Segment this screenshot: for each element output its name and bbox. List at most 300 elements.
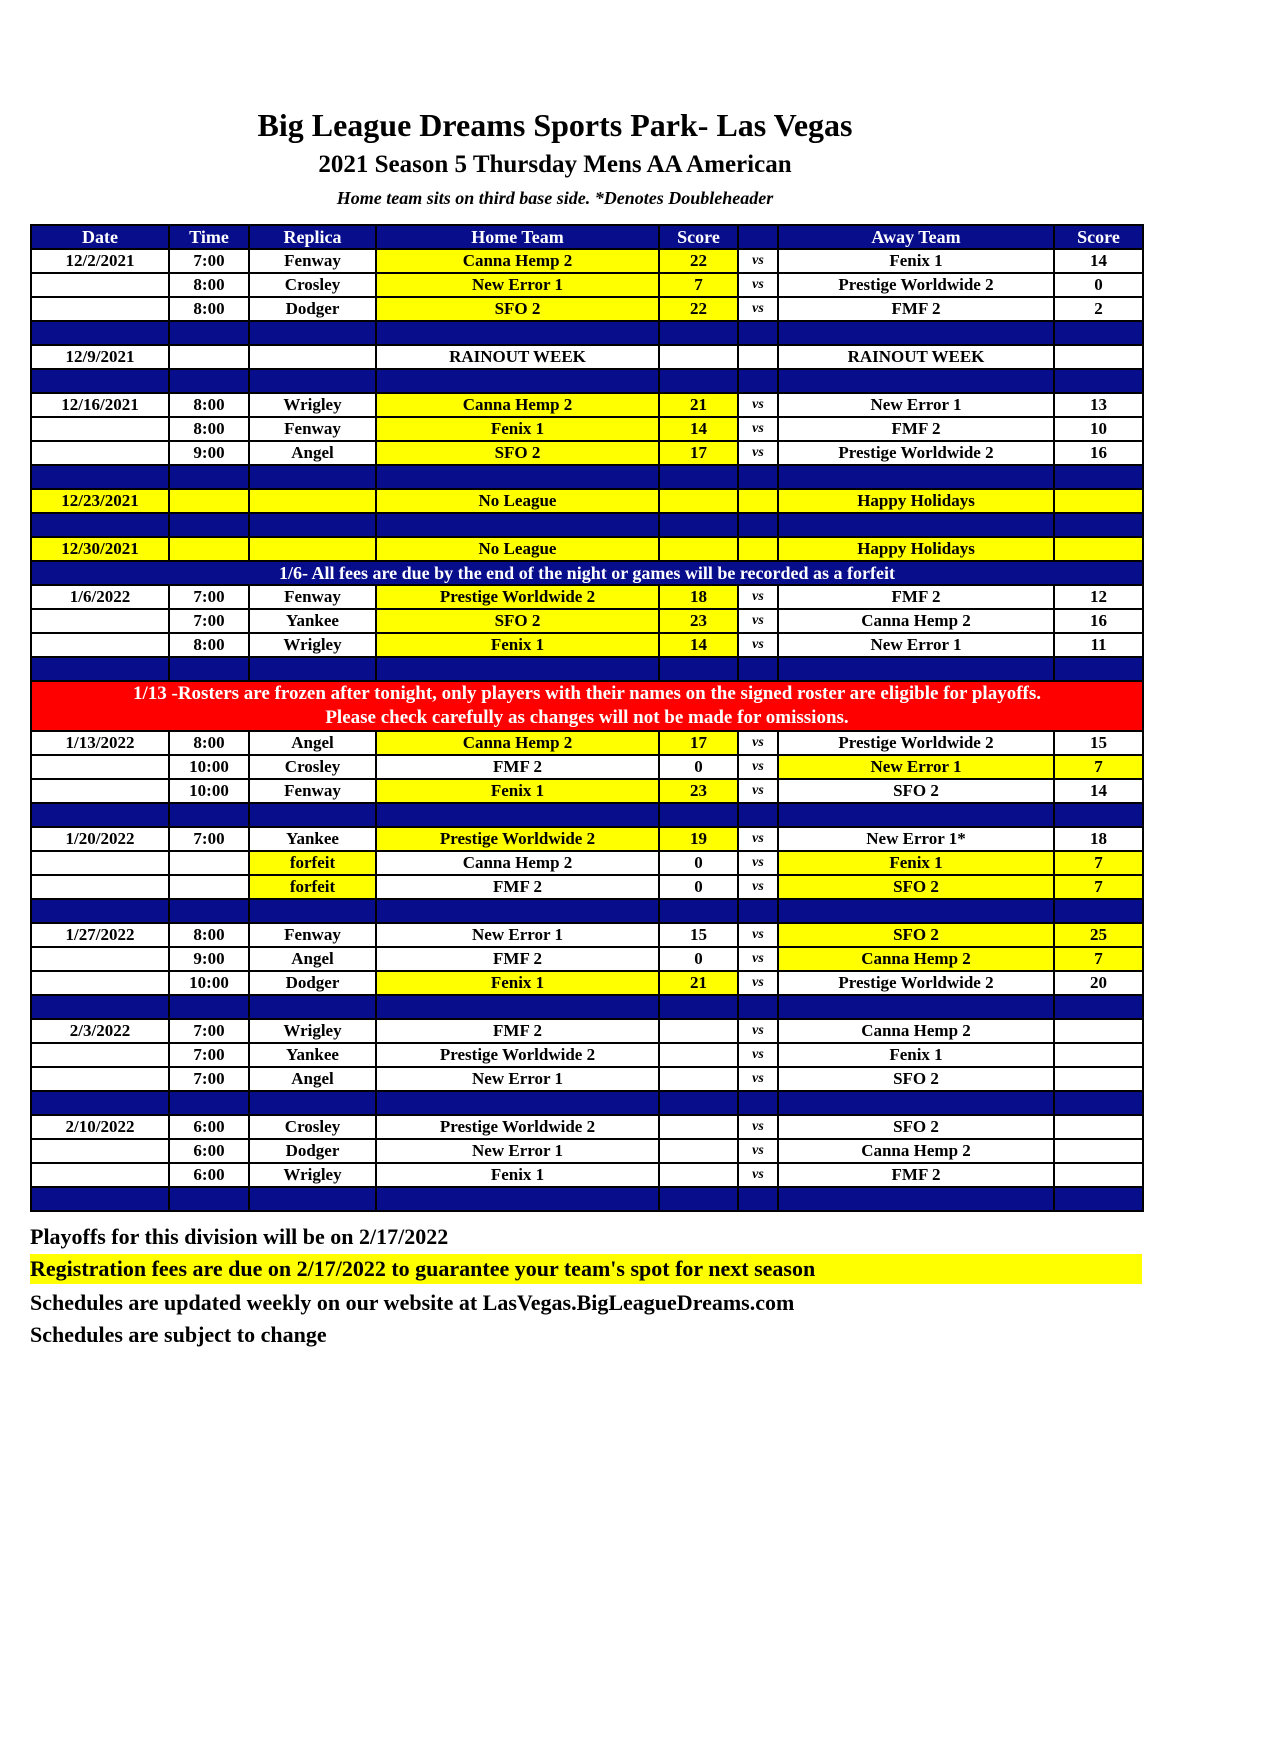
- away-score-cell: 16: [1054, 609, 1143, 633]
- game-row: [31, 875, 1143, 899]
- roster-notice-row: [31, 681, 1143, 731]
- time-cell: 7:00: [169, 249, 249, 273]
- away-team-cell: New Error 1: [778, 393, 1054, 417]
- spacer-cell: [738, 1187, 778, 1211]
- footer-notes: [30, 1222, 1142, 1350]
- away-team-cell: New Error 1*: [778, 827, 1054, 851]
- replica-cell: Angel: [249, 731, 376, 755]
- game-row: [31, 273, 1143, 297]
- home-score-cell: 19: [659, 827, 738, 851]
- spacer-cell: [376, 657, 659, 681]
- away-score-cell: 20: [1054, 971, 1143, 995]
- vs-cell: vs: [738, 393, 778, 417]
- spacer-cell: [169, 657, 249, 681]
- spacer-cell: [169, 1091, 249, 1115]
- time-cell: 8:00: [169, 417, 249, 441]
- date-cell: [31, 971, 169, 995]
- page-title: Big League Dreams Sports Park- Las Vegas: [257, 107, 853, 143]
- date-cell: 1/6/2022: [31, 585, 169, 609]
- column-header-time: Time: [169, 225, 249, 249]
- home-team-cell: SFO 2: [376, 297, 659, 321]
- spacer-cell: [1054, 321, 1143, 345]
- time-cell: [169, 489, 249, 513]
- fees-note-cell: 1/6- All fees are due by the end of the night or games will be recorded as a forfeit: [31, 561, 1143, 585]
- subject-to-change-note: Schedules are subject to change: [30, 1322, 327, 1347]
- time-cell: 8:00: [169, 923, 249, 947]
- home-team-cell: SFO 2: [376, 609, 659, 633]
- away-score-cell: 2: [1054, 297, 1143, 321]
- spacer-cell: [738, 513, 778, 537]
- spacer-row: [31, 657, 1143, 681]
- vs-cell: vs: [738, 755, 778, 779]
- time-cell: 6:00: [169, 1139, 249, 1163]
- vs-cell: [738, 345, 778, 369]
- away-score-cell: 12: [1054, 585, 1143, 609]
- spacer-cell: [376, 803, 659, 827]
- away-score-cell: 14: [1054, 249, 1143, 273]
- spacer-cell: [738, 995, 778, 1019]
- away-score-cell: [1054, 1163, 1143, 1187]
- vs-cell: vs: [738, 417, 778, 441]
- spacer-cell: [169, 369, 249, 393]
- spacer-cell: [169, 803, 249, 827]
- game-row: [31, 851, 1143, 875]
- spacer-cell: [1054, 1091, 1143, 1115]
- date-cell: [31, 1139, 169, 1163]
- date-cell: [31, 851, 169, 875]
- away-team-cell: Prestige Worldwide 2: [778, 731, 1054, 755]
- game-row: [31, 441, 1143, 465]
- game-row: [31, 1139, 1143, 1163]
- home-team-cell: Fenix 1: [376, 417, 659, 441]
- home-team-cell: FMF 2: [376, 875, 659, 899]
- spacer-cell: [738, 369, 778, 393]
- spacer-cell: [31, 513, 169, 537]
- away-team-cell: Prestige Worldwide 2: [778, 971, 1054, 995]
- spacer-cell: [659, 1091, 738, 1115]
- spacer-cell: [376, 1091, 659, 1115]
- away-score-cell: 7: [1054, 851, 1143, 875]
- date-cell: 12/2/2021: [31, 249, 169, 273]
- away-score-cell: 15: [1054, 731, 1143, 755]
- away-team-cell: SFO 2: [778, 1067, 1054, 1091]
- spacer-cell: [1054, 803, 1143, 827]
- spacer-cell: [738, 657, 778, 681]
- spacer-cell: [659, 803, 738, 827]
- date-cell: [31, 1067, 169, 1091]
- away-score-cell: 11: [1054, 633, 1143, 657]
- spacer-cell: [31, 899, 169, 923]
- home-team-cell: No League: [376, 489, 659, 513]
- spacer-cell: [31, 995, 169, 1019]
- spacer-cell: [738, 1091, 778, 1115]
- vs-cell: vs: [738, 1043, 778, 1067]
- spacer-cell: [778, 1187, 1054, 1211]
- spacer-row: [31, 465, 1143, 489]
- spacer-cell: [249, 995, 376, 1019]
- time-cell: [169, 851, 249, 875]
- vs-cell: [738, 537, 778, 561]
- vs-cell: vs: [738, 947, 778, 971]
- spacer-cell: [31, 1187, 169, 1211]
- vs-cell: vs: [738, 875, 778, 899]
- spacer-cell: [249, 513, 376, 537]
- date-cell: [31, 297, 169, 321]
- away-score-cell: 7: [1054, 875, 1143, 899]
- spacer-cell: [1054, 465, 1143, 489]
- spacer-cell: [249, 657, 376, 681]
- date-cell: 1/13/2022: [31, 731, 169, 755]
- spacer-cell: [738, 321, 778, 345]
- home-team-cell: FMF 2: [376, 1019, 659, 1043]
- column-header-away-team: Away Team: [778, 225, 1054, 249]
- spacer-cell: [1054, 995, 1143, 1019]
- time-cell: 7:00: [169, 585, 249, 609]
- date-cell: [31, 779, 169, 803]
- away-team-cell: SFO 2: [778, 923, 1054, 947]
- table-header-row: [31, 225, 1143, 249]
- home-team-cell: No League: [376, 537, 659, 561]
- home-team-cell: Canna Hemp 2: [376, 393, 659, 417]
- replica-cell: Crosley: [249, 1115, 376, 1139]
- vs-cell: vs: [738, 1115, 778, 1139]
- away-team-cell: Canna Hemp 2: [778, 947, 1054, 971]
- home-score-cell: 0: [659, 947, 738, 971]
- home-team-cell: Prestige Worldwide 2: [376, 1115, 659, 1139]
- column-header-home-team: Home Team: [376, 225, 659, 249]
- game-row: [31, 755, 1143, 779]
- website-note: Schedules are updated weekly on our website at LasVegas.BigLeagueDreams.com: [30, 1290, 795, 1315]
- away-team-cell: SFO 2: [778, 779, 1054, 803]
- home-score-cell: [659, 489, 738, 513]
- away-score-cell: 25: [1054, 923, 1143, 947]
- replica-cell: Fenway: [249, 417, 376, 441]
- spacer-cell: [659, 657, 738, 681]
- game-row: [31, 731, 1143, 755]
- spacer-cell: [778, 803, 1054, 827]
- spacer-cell: [376, 369, 659, 393]
- spacer-cell: [376, 995, 659, 1019]
- spacer-cell: [169, 321, 249, 345]
- away-score-cell: [1054, 1043, 1143, 1067]
- home-team-cell: Prestige Worldwide 2: [376, 585, 659, 609]
- date-cell: 12/23/2021: [31, 489, 169, 513]
- home-team-cell: New Error 1: [376, 1139, 659, 1163]
- replica-cell: [249, 489, 376, 513]
- spacer-cell: [31, 465, 169, 489]
- vs-cell: [738, 489, 778, 513]
- vs-cell: vs: [738, 779, 778, 803]
- home-team-cell: SFO 2: [376, 441, 659, 465]
- home-score-cell: [659, 1067, 738, 1091]
- replica-cell: Fenway: [249, 779, 376, 803]
- game-row: [31, 1163, 1143, 1187]
- time-cell: 8:00: [169, 393, 249, 417]
- home-score-cell: [659, 537, 738, 561]
- home-team-cell: Fenix 1: [376, 779, 659, 803]
- date-cell: [31, 947, 169, 971]
- game-row: [31, 585, 1143, 609]
- away-team-cell: Fenix 1: [778, 851, 1054, 875]
- time-cell: 10:00: [169, 779, 249, 803]
- home-score-cell: 0: [659, 755, 738, 779]
- game-row: [31, 947, 1143, 971]
- vs-cell: vs: [738, 441, 778, 465]
- game-row: [31, 297, 1143, 321]
- playoffs-note: Playoffs for this division will be on 2/17/2022: [30, 1224, 449, 1249]
- away-team-cell: Happy Holidays: [778, 537, 1054, 561]
- replica-cell: Wrigley: [249, 1163, 376, 1187]
- spacer-cell: [738, 465, 778, 489]
- spacer-cell: [376, 899, 659, 923]
- date-cell: 2/3/2022: [31, 1019, 169, 1043]
- away-score-cell: 14: [1054, 779, 1143, 803]
- replica-cell: forfeit: [249, 875, 376, 899]
- spacer-cell: [778, 321, 1054, 345]
- away-team-cell: Canna Hemp 2: [778, 1139, 1054, 1163]
- away-score-cell: [1054, 489, 1143, 513]
- time-cell: 7:00: [169, 827, 249, 851]
- home-score-cell: 22: [659, 297, 738, 321]
- spacer-cell: [738, 899, 778, 923]
- game-row: [31, 1043, 1143, 1067]
- vs-cell: vs: [738, 273, 778, 297]
- spacer-cell: [169, 1187, 249, 1211]
- date-cell: [31, 441, 169, 465]
- home-score-cell: 7: [659, 273, 738, 297]
- vs-cell: vs: [738, 971, 778, 995]
- spacer-row: [31, 803, 1143, 827]
- away-score-cell: [1054, 1019, 1143, 1043]
- game-row: [31, 345, 1143, 369]
- spacer-cell: [249, 899, 376, 923]
- away-score-cell: 7: [1054, 755, 1143, 779]
- away-team-cell: FMF 2: [778, 1163, 1054, 1187]
- replica-cell: Crosley: [249, 755, 376, 779]
- fees-note-row: [31, 561, 1143, 585]
- spacer-cell: [1054, 369, 1143, 393]
- home-team-cell: New Error 1: [376, 923, 659, 947]
- game-row: [31, 633, 1143, 657]
- spacer-cell: [376, 321, 659, 345]
- vs-cell: vs: [738, 609, 778, 633]
- away-score-cell: [1054, 1115, 1143, 1139]
- column-header-date: Date: [31, 225, 169, 249]
- holiday-row: [31, 537, 1143, 561]
- home-team-cell: Canna Hemp 2: [376, 851, 659, 875]
- spacer-cell: [169, 995, 249, 1019]
- home-team-cell: FMF 2: [376, 947, 659, 971]
- away-team-cell: FMF 2: [778, 297, 1054, 321]
- vs-cell: vs: [738, 1019, 778, 1043]
- replica-cell: Crosley: [249, 273, 376, 297]
- date-cell: [31, 417, 169, 441]
- document-header: [30, 106, 1080, 210]
- away-score-cell: [1054, 537, 1143, 561]
- replica-cell: Yankee: [249, 827, 376, 851]
- spacer-cell: [778, 899, 1054, 923]
- vs-cell: vs: [738, 249, 778, 273]
- home-team-cell: Prestige Worldwide 2: [376, 827, 659, 851]
- game-row: [31, 393, 1143, 417]
- date-cell: 12/30/2021: [31, 537, 169, 561]
- spacer-cell: [249, 1091, 376, 1115]
- spacer-cell: [778, 1091, 1054, 1115]
- home-score-cell: 15: [659, 923, 738, 947]
- away-score-cell: 18: [1054, 827, 1143, 851]
- replica-cell: Angel: [249, 1067, 376, 1091]
- replica-cell: forfeit: [249, 851, 376, 875]
- spacer-cell: [659, 513, 738, 537]
- spacer-cell: [659, 899, 738, 923]
- spacer-cell: [376, 513, 659, 537]
- spacer-cell: [1054, 657, 1143, 681]
- home-score-cell: [659, 1163, 738, 1187]
- replica-cell: Fenway: [249, 249, 376, 273]
- column-header-replica: Replica: [249, 225, 376, 249]
- replica-cell: Angel: [249, 947, 376, 971]
- game-row: [31, 417, 1143, 441]
- vs-cell: vs: [738, 1067, 778, 1091]
- time-cell: 8:00: [169, 273, 249, 297]
- home-score-cell: 0: [659, 875, 738, 899]
- away-team-cell: Fenix 1: [778, 1043, 1054, 1067]
- home-team-cell: Fenix 1: [376, 1163, 659, 1187]
- spacer-cell: [659, 465, 738, 489]
- away-team-cell: Fenix 1: [778, 249, 1054, 273]
- column-header-vs: [738, 225, 778, 249]
- time-cell: 7:00: [169, 1043, 249, 1067]
- home-team-note: Home team sits on third base side. *Denotes Doubleheader: [336, 188, 774, 208]
- home-score-cell: 14: [659, 417, 738, 441]
- spacer-cell: [31, 321, 169, 345]
- game-row: [31, 1019, 1143, 1043]
- home-score-cell: 14: [659, 633, 738, 657]
- replica-cell: Angel: [249, 441, 376, 465]
- spacer-cell: [376, 465, 659, 489]
- home-score-cell: [659, 1043, 738, 1067]
- home-score-cell: [659, 1019, 738, 1043]
- spacer-cell: [778, 657, 1054, 681]
- time-cell: 9:00: [169, 441, 249, 465]
- home-score-cell: 23: [659, 779, 738, 803]
- away-team-cell: FMF 2: [778, 417, 1054, 441]
- time-cell: 10:00: [169, 755, 249, 779]
- spacer-row: [31, 321, 1143, 345]
- spacer-cell: [31, 369, 169, 393]
- home-score-cell: [659, 1115, 738, 1139]
- time-cell: 6:00: [169, 1115, 249, 1139]
- away-team-cell: RAINOUT WEEK: [778, 345, 1054, 369]
- spacer-cell: [169, 513, 249, 537]
- time-cell: 7:00: [169, 609, 249, 633]
- away-score-cell: [1054, 345, 1143, 369]
- away-score-cell: 16: [1054, 441, 1143, 465]
- replica-cell: Dodger: [249, 297, 376, 321]
- time-cell: 10:00: [169, 971, 249, 995]
- date-cell: [31, 1163, 169, 1187]
- away-score-cell: 0: [1054, 273, 1143, 297]
- replica-cell: Dodger: [249, 1139, 376, 1163]
- away-team-cell: Canna Hemp 2: [778, 1019, 1054, 1043]
- time-cell: 8:00: [169, 731, 249, 755]
- home-score-cell: 21: [659, 393, 738, 417]
- date-cell: [31, 609, 169, 633]
- home-team-cell: New Error 1: [376, 1067, 659, 1091]
- away-team-cell: Happy Holidays: [778, 489, 1054, 513]
- schedule-page: [0, 106, 1280, 1350]
- replica-cell: [249, 345, 376, 369]
- vs-cell: vs: [738, 851, 778, 875]
- vs-cell: vs: [738, 1139, 778, 1163]
- vs-cell: vs: [738, 731, 778, 755]
- replica-cell: Yankee: [249, 1043, 376, 1067]
- spacer-cell: [31, 803, 169, 827]
- spacer-cell: [249, 321, 376, 345]
- spacer-cell: [1054, 1187, 1143, 1211]
- holiday-row: [31, 489, 1143, 513]
- home-team-cell: FMF 2: [376, 755, 659, 779]
- game-row: [31, 923, 1143, 947]
- game-row: [31, 827, 1143, 851]
- time-cell: 8:00: [169, 297, 249, 321]
- home-score-cell: 23: [659, 609, 738, 633]
- spacer-row: [31, 1091, 1143, 1115]
- replica-cell: [249, 537, 376, 561]
- time-cell: 9:00: [169, 947, 249, 971]
- home-score-cell: 18: [659, 585, 738, 609]
- away-team-cell: New Error 1: [778, 755, 1054, 779]
- spacer-cell: [169, 465, 249, 489]
- away-team-cell: SFO 2: [778, 875, 1054, 899]
- date-cell: 1/27/2022: [31, 923, 169, 947]
- time-cell: 8:00: [169, 633, 249, 657]
- away-score-cell: [1054, 1139, 1143, 1163]
- home-team-cell: New Error 1: [376, 273, 659, 297]
- spacer-cell: [1054, 513, 1143, 537]
- away-team-cell: Canna Hemp 2: [778, 609, 1054, 633]
- spacer-cell: [31, 657, 169, 681]
- date-cell: 12/16/2021: [31, 393, 169, 417]
- spacer-cell: [31, 1091, 169, 1115]
- away-team-cell: Prestige Worldwide 2: [778, 273, 1054, 297]
- home-score-cell: [659, 1139, 738, 1163]
- home-team-cell: Fenix 1: [376, 971, 659, 995]
- away-score-cell: 13: [1054, 393, 1143, 417]
- home-team-cell: RAINOUT WEEK: [376, 345, 659, 369]
- date-cell: [31, 875, 169, 899]
- roster-notice-cell: [31, 681, 1143, 731]
- spacer-cell: [778, 465, 1054, 489]
- home-team-cell: Prestige Worldwide 2: [376, 1043, 659, 1067]
- vs-cell: vs: [738, 923, 778, 947]
- time-cell: 6:00: [169, 1163, 249, 1187]
- spacer-cell: [249, 465, 376, 489]
- home-score-cell: 21: [659, 971, 738, 995]
- away-score-cell: 10: [1054, 417, 1143, 441]
- time-cell: [169, 345, 249, 369]
- vs-cell: vs: [738, 297, 778, 321]
- vs-cell: vs: [738, 585, 778, 609]
- away-team-cell: SFO 2: [778, 1115, 1054, 1139]
- date-cell: 12/9/2021: [31, 345, 169, 369]
- season-subtitle: 2021 Season 5 Thursday Mens AA American: [318, 151, 792, 178]
- spacer-cell: [778, 513, 1054, 537]
- spacer-cell: [249, 1187, 376, 1211]
- replica-cell: Yankee: [249, 609, 376, 633]
- spacer-cell: [249, 369, 376, 393]
- spacer-cell: [249, 803, 376, 827]
